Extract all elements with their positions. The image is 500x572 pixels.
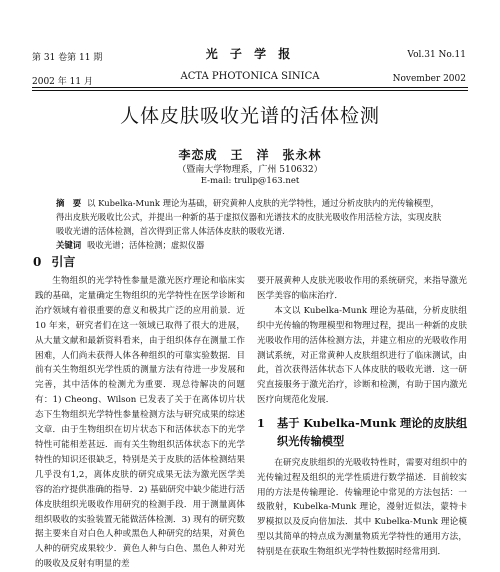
keywords — [56, 239, 446, 251]
volume-issue-en: Vol.31 No.11 — [407, 50, 466, 60]
paragraph: 生物组织的光学特性参量是激光医疗理论和临床实践的基础，定量确定生物组织的光学特性在医学诊断和治疗领域有着很重要的意义和极其广泛的应用前景．近 10 年来，研究者们在这一领域已取得了很大的进展，从大量文献和最新资料看来，由于组织体存在测量工作困难，人们尚未获得人体各种组织的可靠实验数据．目前有关生物组织光学性质的测量方法有待进一步发展和完善，其中活体的检测尤为重要．现总待解决的问题有：1) Cheong、Wilson 已发表了关于在离体切片状态下生物组织光学特性参量检测方法与研究成果的综述文章．由于生物组织在切片状态下和活体状态下的光学特性可能相差甚远．而有关生物组织活体状态下的光学特性的知识还很缺乏，特别是关于皮肤的活体检测结果几乎没有1,2，离体皮肤的研究成果无法为激光医学美容的治疗提供准确的指导．2) 基础研究中缺少能进行活体皮肤组织光吸收作用研究的检测手段．用于测量离体组织吸收的实验装置无能做活体检测．3) 现有的研究数据主要来自对白色人种或黑色人种研究的结果，对黄色人种的研究成果较少．黄色人种与白色、黑色人种对光的吸收及反射有明显的差 — [35, 276, 245, 570]
abstract-label: 摘 要 — [56, 198, 82, 208]
journal-name-en: ACTA PHOTONICA SINICA — [180, 71, 320, 82]
header-rule-thick — [32, 87, 468, 88]
section-title: 引言 — [51, 255, 76, 269]
paragraph: 本文以 Kubelka-Munk 理论为基础，分析皮肤组织中光传输的物理模型和物理过程，提出一种新的皮肤光吸收作用的活体检测方法，并建立相应的光吸收作用测试系统，对正常黄种人皮肤组织进行了临床测试，由此，首次获得活体状态下人体皮肤的吸收光谱．这一研究直接服务于激光治疗，诊断和检测，有助于国内激光医疗向规范化发展． — [257, 305, 467, 406]
paper-title: 人体皮肤吸收光谱的活体检测 — [119, 105, 380, 127]
date-cn: 2002 年 11 月 — [32, 77, 93, 87]
section-heading-model — [257, 414, 472, 450]
keywords-text: 吸收光谱；活体检测；虚拟仪器 — [87, 240, 205, 250]
body-column-right — [257, 274, 467, 408]
journal-name-cn: 光 子 学 报 — [205, 47, 295, 61]
volume-issue-cn: 第 31 卷第 11 期 — [32, 53, 103, 63]
authors: 李恋成 王 洋 张永林 — [178, 148, 322, 162]
keywords-label: 关键词 — [56, 240, 82, 250]
section-number: 1 — [257, 416, 265, 430]
header-rule-thin — [32, 90, 468, 91]
body-column-left — [35, 274, 245, 572]
journal-header — [0, 0, 500, 95]
section-title: 基于 Kubelka-Munk 理论的皮肤组织光传输模型 — [277, 416, 468, 448]
abstract-text: 以 Kubelka-Munk 理论为基础，研究黄种人皮肤的光学特性，通过分析皮肤内的光传输模型，得出皮肤光吸收比公式，并提出一种新的基于虚拟仪器和光谱技术的皮肤光吸收作用活检方法，实现皮肤吸收光谱的活体检测，首次得到正常人体活体皮肤的吸收光谱． — [56, 198, 442, 236]
email: E-mail: trulip@163.net — [200, 176, 300, 186]
section-heading-introduction — [33, 253, 75, 270]
paragraph: 在研究皮肤组织的光吸收特性时，需要对组织中的光传输过程及组织的光学性质进行数学描述．目前较实用的方法是传输理论．传输理论中常见的方法包括：一级散射，Kubelka-Munk 理论，漫射近似法，蒙特卡罗模拟以及反向倍加法．其中 Kubelka-Munk 理论模型以其简单的特点成为测量物质光学特性的通用方法，特别是在获取生物组织光学特性数据时经常用到． — [257, 458, 467, 557]
abstract — [56, 196, 446, 238]
date-en: November 2002 — [392, 74, 466, 84]
affiliation: （暨南大学物理系，广州 510632） — [177, 165, 323, 175]
paragraph: 要开展黄种人皮肤光吸收作用的系统研究，来指导激光医学美容的临床治疗． — [257, 276, 467, 301]
body-column-right-lower — [257, 456, 467, 560]
section-number: 0 — [33, 255, 42, 269]
